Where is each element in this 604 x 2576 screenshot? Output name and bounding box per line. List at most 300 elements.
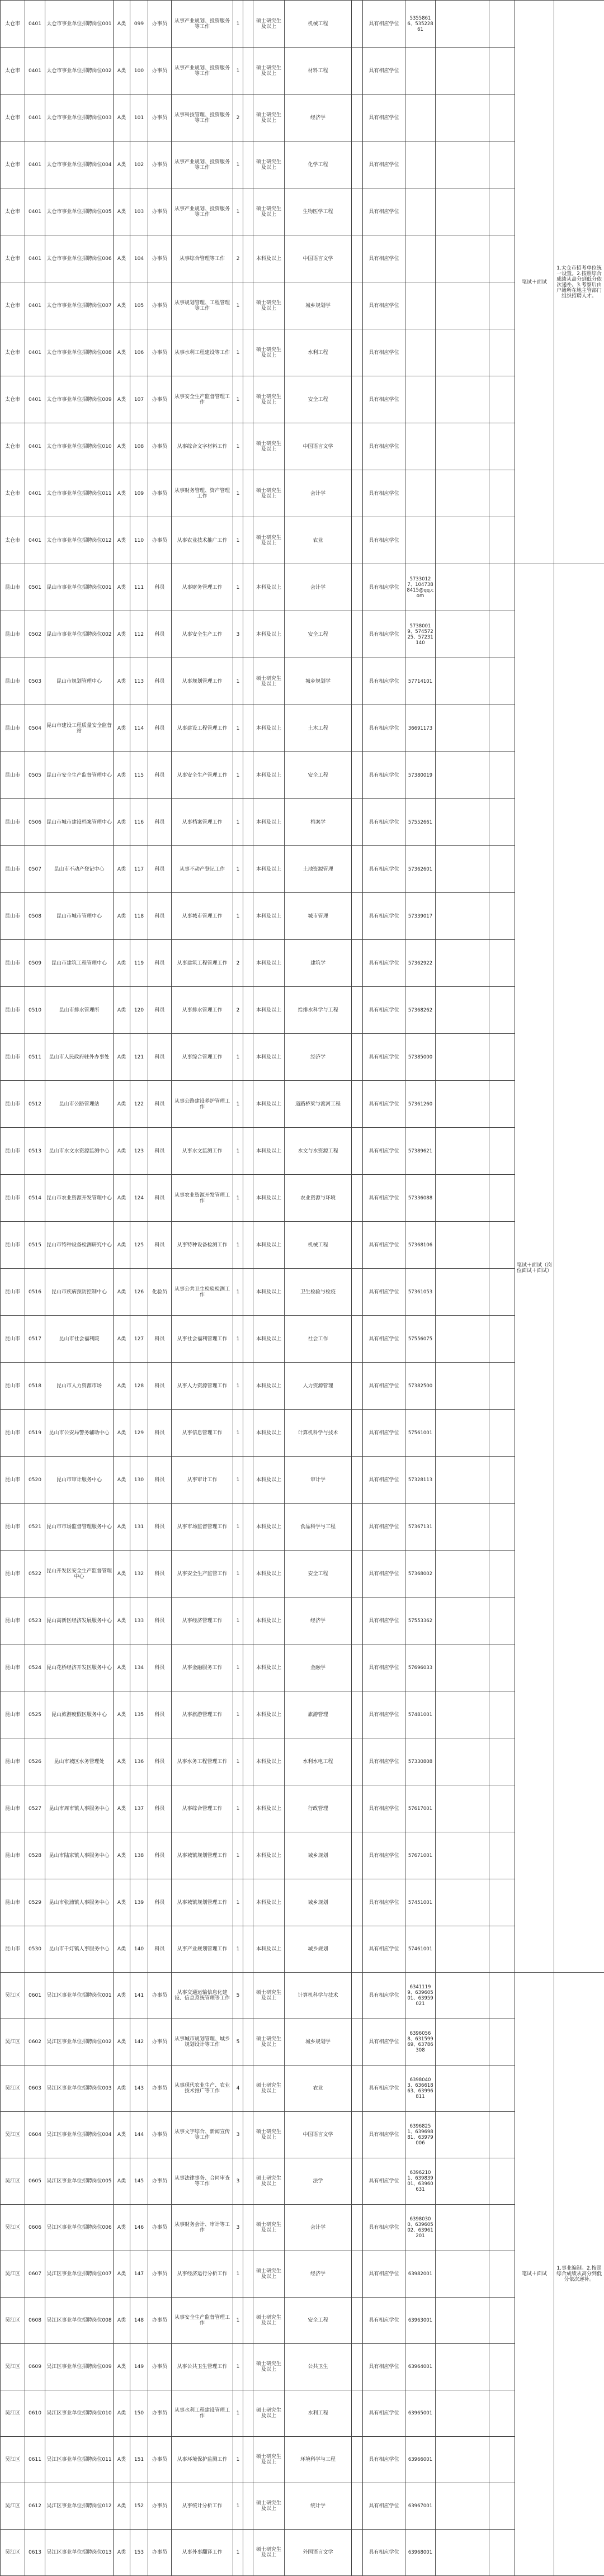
remark-cell bbox=[489, 188, 515, 235]
ratio-cell bbox=[243, 517, 253, 564]
table-row bbox=[1, 1785, 604, 1832]
table-row bbox=[1, 611, 604, 658]
category-cell: 办事员 bbox=[148, 2390, 172, 2437]
count-cell: 3 bbox=[233, 2205, 243, 2251]
position-code-cell: 106 bbox=[130, 329, 148, 376]
major-cell: 卫生检验与检疫 bbox=[285, 1269, 352, 1316]
table-row bbox=[1, 2390, 604, 2437]
count-cell: 1 bbox=[233, 893, 243, 940]
category-cell: 办事员 bbox=[148, 2019, 172, 2065]
education-cell: 硕士研究生及以上 bbox=[253, 141, 285, 188]
dept-code-cell: 0530 bbox=[25, 1926, 45, 1973]
education-cell: 硕士研究生及以上 bbox=[253, 2483, 285, 2530]
position-code-cell: 135 bbox=[130, 1691, 148, 1738]
dept-code-cell: 0607 bbox=[25, 2251, 45, 2298]
education-cell: 本科及以上 bbox=[253, 564, 285, 611]
dept-name-cell: 太仓市事业单位招聘岗位004 bbox=[45, 141, 114, 188]
education-cell: 本科及以上 bbox=[253, 1785, 285, 1832]
duty-cell: 从事公共卫生检验检测工作 bbox=[172, 1269, 233, 1316]
contact-cell: 57362601 bbox=[405, 846, 436, 893]
count-cell: 1 bbox=[233, 48, 243, 94]
education-cell: 硕士研究生及以上 bbox=[253, 329, 285, 376]
remark-cell bbox=[489, 1, 515, 48]
contact-cell: 57696033 bbox=[405, 1644, 436, 1691]
table-row bbox=[1, 1128, 604, 1175]
major-cell: 经济学 bbox=[285, 2251, 352, 2298]
position-code-cell: 107 bbox=[130, 376, 148, 423]
position-code-cell: 134 bbox=[130, 1644, 148, 1691]
remark-cell bbox=[489, 611, 515, 658]
ratio-cell bbox=[243, 1316, 253, 1363]
city-cell: 昆山市 bbox=[1, 658, 25, 705]
dept-code-cell: 0525 bbox=[25, 1691, 45, 1738]
type-cell: A类 bbox=[114, 1457, 130, 1504]
education-cell: 硕士研究生及以上 bbox=[253, 2437, 285, 2483]
education-cell: 硕士研究生及以上 bbox=[253, 94, 285, 141]
table-row bbox=[1, 470, 604, 517]
table-row bbox=[1, 517, 604, 564]
ratio-cell bbox=[243, 1738, 253, 1785]
duty-cell: 从事法律事务、合同审查等工作 bbox=[172, 2158, 233, 2205]
table-row bbox=[1, 188, 604, 235]
ratio-cell bbox=[243, 987, 253, 1034]
ratio-cell bbox=[243, 1832, 253, 1879]
category-cell: 办事员 bbox=[148, 1973, 172, 2019]
city-cell: 昆山市 bbox=[1, 1222, 25, 1269]
major-cell: 审计学 bbox=[285, 1457, 352, 1504]
other-cell: 具有相应学位 bbox=[363, 1, 405, 48]
contact-extra-cell bbox=[436, 1081, 489, 1128]
other-cell: 具有相应学位 bbox=[363, 658, 405, 705]
contact-cell: 63411199、63960501、63959021 bbox=[405, 1973, 436, 2019]
contact-extra-cell bbox=[436, 1128, 489, 1175]
category-cell: 科员 bbox=[148, 1316, 172, 1363]
position-code-cell: 127 bbox=[130, 1316, 148, 1363]
type-cell: A类 bbox=[114, 2158, 130, 2205]
position-code-cell: 140 bbox=[130, 1926, 148, 1973]
count-cell: 3 bbox=[233, 611, 243, 658]
contact-extra-cell bbox=[436, 564, 489, 611]
degree-cell bbox=[352, 329, 363, 376]
ratio-cell bbox=[243, 376, 253, 423]
dept-name-cell: 昆山市周市镇人事服务中心 bbox=[45, 1785, 114, 1832]
city-cell: 昆山市 bbox=[1, 752, 25, 799]
type-cell: A类 bbox=[114, 2205, 130, 2251]
dept-name-cell: 太仓市事业单位招聘岗位012 bbox=[45, 517, 114, 564]
city-cell: 太仓市 bbox=[1, 376, 25, 423]
dept-name-cell: 昆山市审计服务中心 bbox=[45, 1457, 114, 1504]
dept-name-cell: 吴江区事业单位招聘岗位012 bbox=[45, 2483, 114, 2530]
degree-cell bbox=[352, 2437, 363, 2483]
city-cell: 昆山市 bbox=[1, 1691, 25, 1738]
table-row bbox=[1, 1316, 604, 1363]
ratio-cell bbox=[243, 1410, 253, 1457]
remark-cell bbox=[489, 48, 515, 94]
city-cell: 太仓市 bbox=[1, 94, 25, 141]
count-cell: 1 bbox=[233, 1879, 243, 1926]
degree-cell bbox=[352, 2483, 363, 2530]
dept-code-cell: 0401 bbox=[25, 48, 45, 94]
other-cell: 具有相应学位 bbox=[363, 1128, 405, 1175]
dept-name-cell: 昆山市疾病预防控制中心 bbox=[45, 1269, 114, 1316]
type-cell: A类 bbox=[114, 517, 130, 564]
category-cell: 办事员 bbox=[148, 470, 172, 517]
dept-code-cell: 0510 bbox=[25, 987, 45, 1034]
education-cell: 本科及以上 bbox=[253, 846, 285, 893]
major-cell: 人力资源管理 bbox=[285, 1363, 352, 1410]
other-cell: 具有相应学位 bbox=[363, 282, 405, 329]
city-cell: 太仓市 bbox=[1, 329, 25, 376]
type-cell: A类 bbox=[114, 893, 130, 940]
table-row bbox=[1, 1879, 604, 1926]
table-row bbox=[1, 282, 604, 329]
category-cell: 办事员 bbox=[148, 2205, 172, 2251]
ratio-cell bbox=[243, 1597, 253, 1644]
position-code-cell: 148 bbox=[130, 2298, 148, 2344]
duty-cell: 从事外事翻译工作 bbox=[172, 2530, 233, 2576]
dept-code-cell: 0401 bbox=[25, 141, 45, 188]
contact-cell: 57556075 bbox=[405, 1316, 436, 1363]
dept-name-cell: 太仓市事业单位招聘岗位008 bbox=[45, 329, 114, 376]
major-cell: 会计学 bbox=[285, 470, 352, 517]
contact-cell: 57339017 bbox=[405, 893, 436, 940]
category-cell: 办事员 bbox=[148, 2437, 172, 2483]
duty-cell: 从事财务管理、资产管理工作 bbox=[172, 470, 233, 517]
duty-cell: 从事交通运输信息化建设、信息系统管理等工作 bbox=[172, 1973, 233, 2019]
degree-cell bbox=[352, 1551, 363, 1597]
remark-cell bbox=[489, 141, 515, 188]
major-cell: 城市管理 bbox=[285, 893, 352, 940]
major-cell: 农业 bbox=[285, 2065, 352, 2112]
dept-name-cell: 吴江区事业单位招聘岗位002 bbox=[45, 2019, 114, 2065]
other-cell: 具有相应学位 bbox=[363, 1597, 405, 1644]
duty-cell: 从事产业规划、投资服务等工作 bbox=[172, 188, 233, 235]
degree-cell bbox=[352, 517, 363, 564]
contact-cell: 63968251、63969881、63979006 bbox=[405, 2112, 436, 2158]
type-cell: A类 bbox=[114, 376, 130, 423]
position-code-cell: 153 bbox=[130, 2530, 148, 2576]
count-cell: 1 bbox=[233, 1081, 243, 1128]
dept-code-cell: 0401 bbox=[25, 423, 45, 470]
contact-cell: 63967001 bbox=[405, 2483, 436, 2530]
type-cell: A类 bbox=[114, 188, 130, 235]
major-cell: 城乡规划 bbox=[285, 1832, 352, 1879]
major-cell: 会计学 bbox=[285, 564, 352, 611]
category-cell: 科员 bbox=[148, 1128, 172, 1175]
city-cell: 昆山市 bbox=[1, 1832, 25, 1879]
ratio-cell bbox=[243, 1457, 253, 1504]
contact-cell: 57367131 bbox=[405, 1504, 436, 1551]
ratio-cell bbox=[243, 1363, 253, 1410]
education-cell: 硕士研究生及以上 bbox=[253, 517, 285, 564]
category-cell: 办事员 bbox=[148, 2065, 172, 2112]
dept-code-cell: 0507 bbox=[25, 846, 45, 893]
remark-cell bbox=[489, 423, 515, 470]
degree-cell bbox=[352, 1832, 363, 1879]
dept-code-cell: 0501 bbox=[25, 564, 45, 611]
ratio-cell bbox=[243, 2112, 253, 2158]
count-cell: 1 bbox=[233, 188, 243, 235]
position-code-cell: 128 bbox=[130, 1363, 148, 1410]
count-cell: 1 bbox=[233, 799, 243, 846]
duty-cell: 从事统计分析工作 bbox=[172, 2483, 233, 2530]
exam-method-cell: 笔试＋面试（岗位面试＋面试） bbox=[515, 564, 554, 1973]
category-cell: 科员 bbox=[148, 752, 172, 799]
category-cell: 科员 bbox=[148, 1597, 172, 1644]
category-cell: 科员 bbox=[148, 658, 172, 705]
degree-cell bbox=[352, 940, 363, 987]
dept-name-cell: 太仓市事业单位招聘岗位011 bbox=[45, 470, 114, 517]
dept-name-cell: 昆山市张浦镇人事服务中心 bbox=[45, 1879, 114, 1926]
dept-code-cell: 0401 bbox=[25, 188, 45, 235]
city-cell: 吴江区 bbox=[1, 2298, 25, 2344]
other-cell: 具有相应学位 bbox=[363, 470, 405, 517]
city-cell: 昆山市 bbox=[1, 1504, 25, 1551]
education-cell: 本科及以上 bbox=[253, 752, 285, 799]
duty-cell: 从事城市管理工作 bbox=[172, 893, 233, 940]
duty-cell: 从事财务管理工作 bbox=[172, 564, 233, 611]
dept-name-cell: 昆山市社会福利院 bbox=[45, 1316, 114, 1363]
ratio-cell bbox=[243, 282, 253, 329]
table-row bbox=[1, 2205, 604, 2251]
major-cell: 机械工程 bbox=[285, 1222, 352, 1269]
dept-code-cell: 0601 bbox=[25, 1973, 45, 2019]
table-row bbox=[1, 2483, 604, 2530]
type-cell: A类 bbox=[114, 1691, 130, 1738]
dept-name-cell: 吴江区事业单位招聘岗位013 bbox=[45, 2530, 114, 2576]
education-cell: 硕士研究生及以上 bbox=[253, 658, 285, 705]
major-cell: 经济学 bbox=[285, 1034, 352, 1081]
major-cell: 土地资源管理 bbox=[285, 846, 352, 893]
dept-code-cell: 0511 bbox=[25, 1034, 45, 1081]
contact-cell: 36691173 bbox=[405, 705, 436, 752]
position-code-cell: 118 bbox=[130, 893, 148, 940]
dept-name-cell: 吴江区事业单位招聘岗位011 bbox=[45, 2437, 114, 2483]
duty-cell: 从事产业规划管理工作 bbox=[172, 1926, 233, 1973]
type-cell: A类 bbox=[114, 1504, 130, 1551]
count-cell: 1 bbox=[233, 423, 243, 470]
table-row bbox=[1, 2251, 604, 2298]
duty-cell: 从事产业规划、投资服务等工作 bbox=[172, 1, 233, 48]
city-cell: 昆山市 bbox=[1, 1644, 25, 1691]
position-code-cell: 142 bbox=[130, 2019, 148, 2065]
education-cell: 本科及以上 bbox=[253, 1410, 285, 1457]
major-cell: 经济学 bbox=[285, 1597, 352, 1644]
type-cell: A类 bbox=[114, 2019, 130, 2065]
category-cell: 科员 bbox=[148, 564, 172, 611]
contact-cell: 57330127、1047388415@qq.com bbox=[405, 564, 436, 611]
type-cell: A类 bbox=[114, 1926, 130, 1973]
city-cell: 昆山市 bbox=[1, 1316, 25, 1363]
table-row bbox=[1, 1973, 604, 2019]
major-cell: 计算机科学与技术 bbox=[285, 1973, 352, 2019]
table-row bbox=[1, 2437, 604, 2483]
table-row bbox=[1, 1, 604, 48]
duty-cell: 从事经济运行分析工作 bbox=[172, 2251, 233, 2298]
category-cell: 办事员 bbox=[148, 1, 172, 48]
remark-cell bbox=[489, 658, 515, 705]
degree-cell bbox=[352, 1926, 363, 1973]
table-row bbox=[1, 1551, 604, 1597]
ratio-cell bbox=[243, 1, 253, 48]
other-cell: 具有相应学位 bbox=[363, 1457, 405, 1504]
dept-code-cell: 0613 bbox=[25, 2530, 45, 2576]
other-cell: 具有相应学位 bbox=[363, 376, 405, 423]
position-code-cell: 111 bbox=[130, 564, 148, 611]
education-cell: 硕士研究生及以上 bbox=[253, 2390, 285, 2437]
dept-name-cell: 吴江区事业单位招聘岗位004 bbox=[45, 2112, 114, 2158]
remark-cell bbox=[489, 2065, 515, 2112]
table-row bbox=[1, 1363, 604, 1410]
position-code-cell: 145 bbox=[130, 2158, 148, 2205]
major-cell: 城乡规划 bbox=[285, 1879, 352, 1926]
category-cell: 科员 bbox=[148, 893, 172, 940]
major-cell: 道路桥梁与渡河工程 bbox=[285, 1081, 352, 1128]
ratio-cell bbox=[243, 1926, 253, 1973]
dept-name-cell: 昆山市千灯镇人事服务中心 bbox=[45, 1926, 114, 1973]
education-cell: 本科及以上 bbox=[253, 1175, 285, 1222]
position-code-cell: 114 bbox=[130, 705, 148, 752]
contact-extra-cell bbox=[436, 48, 489, 94]
city-cell: 昆山市 bbox=[1, 846, 25, 893]
category-cell: 科员 bbox=[148, 1081, 172, 1128]
ratio-cell bbox=[243, 1175, 253, 1222]
contact-extra-cell bbox=[436, 658, 489, 705]
notes-cell: 1.事业编制。2.按照综合成绩从高分到低分依次递补。 bbox=[554, 1973, 604, 2576]
remark-cell bbox=[489, 1363, 515, 1410]
major-cell: 环境科学与工程 bbox=[285, 2437, 352, 2483]
remark-cell bbox=[489, 1504, 515, 1551]
category-cell: 办事员 bbox=[148, 188, 172, 235]
duty-cell: 从事城镇规划管理工作 bbox=[172, 1832, 233, 1879]
position-code-cell: 144 bbox=[130, 2112, 148, 2158]
remark-cell bbox=[489, 705, 515, 752]
education-cell: 本科及以上 bbox=[253, 1316, 285, 1363]
major-cell: 食品科学与工程 bbox=[285, 1504, 352, 1551]
city-cell: 昆山市 bbox=[1, 564, 25, 611]
education-cell: 本科及以上 bbox=[253, 1457, 285, 1504]
type-cell: A类 bbox=[114, 2483, 130, 2530]
contact-extra-cell bbox=[436, 1504, 489, 1551]
position-code-cell: 133 bbox=[130, 1597, 148, 1644]
other-cell: 具有相应学位 bbox=[363, 2483, 405, 2530]
dept-code-cell: 0401 bbox=[25, 1, 45, 48]
count-cell: 1 bbox=[233, 1457, 243, 1504]
type-cell: A类 bbox=[114, 705, 130, 752]
remark-cell bbox=[489, 1926, 515, 1973]
dept-code-cell: 0520 bbox=[25, 1457, 45, 1504]
major-cell: 城乡规划学 bbox=[285, 2019, 352, 2065]
other-cell: 具有相应学位 bbox=[363, 94, 405, 141]
dept-name-cell: 昆山市城市管理中心 bbox=[45, 893, 114, 940]
table-row bbox=[1, 752, 604, 799]
major-cell: 农业 bbox=[285, 517, 352, 564]
contact-extra-cell bbox=[436, 2344, 489, 2390]
dept-code-cell: 0602 bbox=[25, 2019, 45, 2065]
duty-cell: 从事排水管理工作 bbox=[172, 987, 233, 1034]
other-cell: 具有相应学位 bbox=[363, 1034, 405, 1081]
contact-extra-cell bbox=[436, 1, 489, 48]
contact-extra-cell bbox=[436, 1551, 489, 1597]
table-row bbox=[1, 94, 604, 141]
duty-cell: 从事产业规划、投资服务等工作 bbox=[172, 48, 233, 94]
table-row bbox=[1, 658, 604, 705]
other-cell: 具有相应学位 bbox=[363, 2205, 405, 2251]
count-cell: 3 bbox=[233, 2158, 243, 2205]
table-row bbox=[1, 1504, 604, 1551]
other-cell: 具有相应学位 bbox=[363, 188, 405, 235]
major-cell: 城乡规划学 bbox=[285, 282, 352, 329]
degree-cell bbox=[352, 564, 363, 611]
position-code-cell: 147 bbox=[130, 2251, 148, 2298]
major-cell: 水利工程 bbox=[285, 2390, 352, 2437]
contact-extra-cell bbox=[436, 2112, 489, 2158]
position-code-cell: 146 bbox=[130, 2205, 148, 2251]
count-cell: 1 bbox=[233, 2437, 243, 2483]
education-cell: 硕士研究生及以上 bbox=[253, 48, 285, 94]
ratio-cell bbox=[243, 2205, 253, 2251]
education-cell: 硕士研究生及以上 bbox=[253, 2344, 285, 2390]
other-cell: 具有相应学位 bbox=[363, 235, 405, 282]
contact-cell bbox=[405, 141, 436, 188]
contact-extra-cell bbox=[436, 1175, 489, 1222]
position-code-cell: 130 bbox=[130, 1457, 148, 1504]
type-cell: A类 bbox=[114, 1269, 130, 1316]
category-cell: 科员 bbox=[148, 1175, 172, 1222]
category-cell: 办事员 bbox=[148, 2158, 172, 2205]
other-cell: 具有相应学位 bbox=[363, 1738, 405, 1785]
degree-cell bbox=[352, 48, 363, 94]
dept-code-cell: 0609 bbox=[25, 2344, 45, 2390]
degree-cell bbox=[352, 1316, 363, 1363]
count-cell: 2 bbox=[233, 940, 243, 987]
education-cell: 本科及以上 bbox=[253, 940, 285, 987]
city-cell: 昆山市 bbox=[1, 799, 25, 846]
remark-cell bbox=[489, 1691, 515, 1738]
ratio-cell bbox=[243, 1785, 253, 1832]
contact-cell: 57368002 bbox=[405, 1551, 436, 1597]
category-cell: 办事员 bbox=[148, 141, 172, 188]
type-cell: A类 bbox=[114, 329, 130, 376]
city-cell: 吴江区 bbox=[1, 2483, 25, 2530]
remark-cell bbox=[489, 1973, 515, 2019]
major-cell: 中国语言文学 bbox=[285, 2112, 352, 2158]
remark-cell bbox=[489, 1410, 515, 1457]
type-cell: A类 bbox=[114, 470, 130, 517]
type-cell: A类 bbox=[114, 2298, 130, 2344]
degree-cell bbox=[352, 282, 363, 329]
contact-cell: 63966001 bbox=[405, 2437, 436, 2483]
remark-cell bbox=[489, 1644, 515, 1691]
city-cell: 昆山市 bbox=[1, 1269, 25, 1316]
other-cell: 具有相应学位 bbox=[363, 1973, 405, 2019]
category-cell: 科员 bbox=[148, 1034, 172, 1081]
city-cell: 太仓市 bbox=[1, 48, 25, 94]
other-cell: 具有相应学位 bbox=[363, 2112, 405, 2158]
remark-cell bbox=[489, 752, 515, 799]
duty-cell: 从事城市规划管理、城乡规划设计等工作 bbox=[172, 2019, 233, 2065]
contact-extra-cell bbox=[436, 1973, 489, 2019]
dept-code-cell: 0518 bbox=[25, 1363, 45, 1410]
major-cell: 给排水科学与工程 bbox=[285, 987, 352, 1034]
contact-extra-cell bbox=[436, 1832, 489, 1879]
degree-cell bbox=[352, 987, 363, 1034]
contact-cell bbox=[405, 94, 436, 141]
count-cell: 1 bbox=[233, 517, 243, 564]
position-code-cell: 112 bbox=[130, 611, 148, 658]
other-cell: 具有相应学位 bbox=[363, 1222, 405, 1269]
dept-name-cell: 吴江区事业单位招聘岗位001 bbox=[45, 1973, 114, 2019]
